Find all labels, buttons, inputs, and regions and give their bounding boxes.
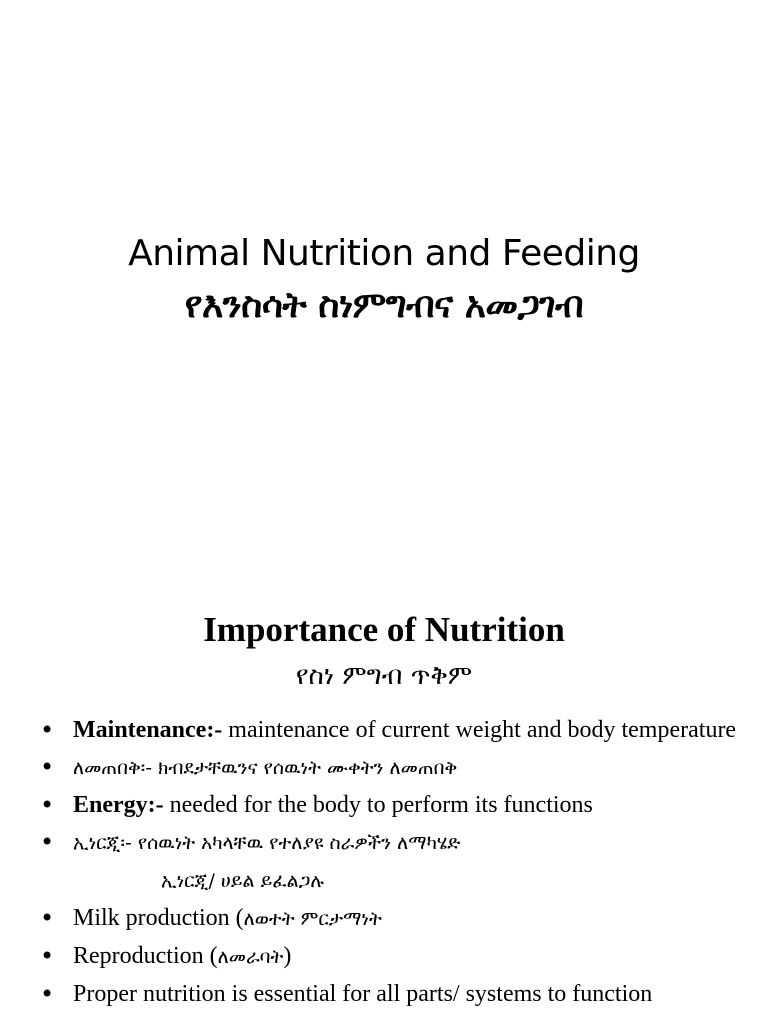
list-item <box>40 940 740 973</box>
slide-title <box>0 228 768 332</box>
title-english: Animal Nutrition and Feeding <box>128 233 640 274</box>
list-item <box>40 978 740 1010</box>
bullet-icon: • <box>40 828 55 856</box>
bullet-term: Energy:- <box>73 792 164 818</box>
bullet-text: Reproduction ( <box>73 943 218 969</box>
bullet-text: maintenance of current weight and body temperature <box>222 717 737 743</box>
bullet-text: Proper nutrition is essential for all parts/ systems to function <box>73 981 653 1007</box>
list-item <box>40 789 740 821</box>
bullet-list <box>40 714 740 1015</box>
bullet-text-amharic: ለወተት ምርታማነት <box>243 908 382 930</box>
list-item <box>40 826 740 897</box>
bullet-icon: • <box>40 791 55 819</box>
bullet-text: needed for the body to perform its functions <box>163 792 593 818</box>
list-item <box>40 751 740 784</box>
title-amharic: የእንስሳት ስነምግብና አመጋገብ <box>184 285 584 326</box>
list-item <box>40 902 740 935</box>
bullet-icon: • <box>40 716 55 744</box>
bullet-icon: • <box>40 980 55 1008</box>
bullet-text-end: ) <box>283 943 292 969</box>
heading-english: Importance of Nutrition <box>203 610 565 649</box>
bullet-text-amharic: ለመራባት <box>217 946 284 968</box>
heading-amharic: የስነ ምግብ ጥቅም <box>295 661 473 691</box>
slide-heading <box>0 606 768 698</box>
bullet-icon: • <box>40 904 55 932</box>
bullet-term: Maintenance:- <box>73 717 223 743</box>
bullet-text: ኢነርጂ፡- የሰዉነት አካላቸዉ የተለያዩ ስራዎችን ለማካሄድ <box>73 832 461 854</box>
content-slide <box>0 576 768 1024</box>
bullet-icon: • <box>40 753 55 781</box>
bullet-icon: • <box>40 942 55 970</box>
bullet-continuation: ኢነርጂ/ ሀይል ይፈልጋሉ <box>161 870 324 892</box>
bullet-text: ለመጠበቅ፡- ክብደታቸዉንና የሰዉነት ሙቀትን ለመጠበቅ <box>73 757 458 779</box>
bullet-text: Milk production ( <box>73 905 244 931</box>
list-item <box>40 714 740 746</box>
